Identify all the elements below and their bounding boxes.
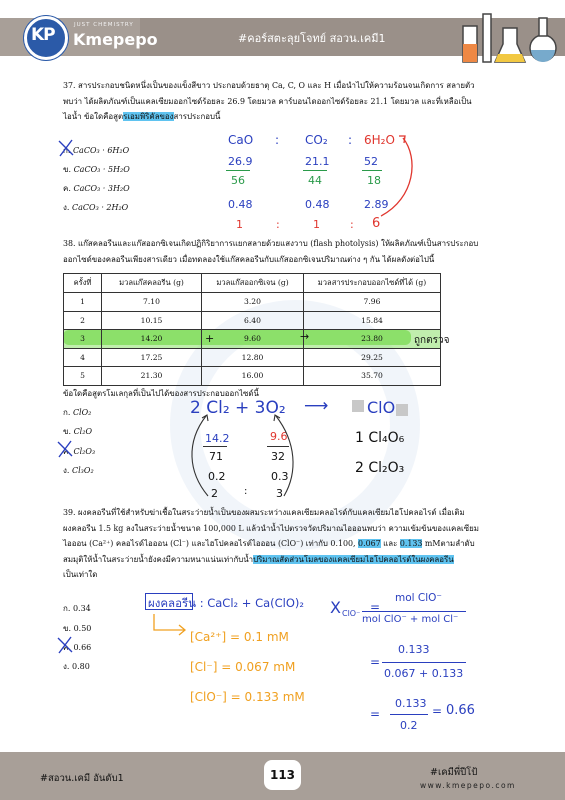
hw-mol: 2.89 bbox=[364, 198, 389, 211]
hw-ratio: : bbox=[276, 218, 280, 231]
hw-co2: CO₂ bbox=[305, 133, 328, 147]
fraction-line bbox=[390, 714, 428, 715]
hw-mixture: ผงคลอรีน : CaCl₂ + Ca(ClO)₂ bbox=[148, 596, 305, 610]
equals: = bbox=[370, 600, 381, 614]
hw-frac3-den: 0.2 bbox=[400, 719, 418, 732]
table-row: 4 17.25 12.80 29.25 bbox=[64, 348, 441, 367]
hw-x: X bbox=[330, 598, 341, 617]
hw-ratio: : bbox=[350, 218, 354, 231]
arrow-icon bbox=[180, 412, 300, 502]
q39-line3: ไอออน (Ca²⁺) คลอไรด์ไอออน (Cl⁻) และไฮโปคลอไรต์ไอออน (ClO⁻) เท่ากับ 0.100, 0.067 และ 0.133 mMตามลำดับ bbox=[63, 539, 475, 548]
q38-text bbox=[63, 236, 493, 267]
hw-frac2-den: 0.067 + 0.133 bbox=[384, 667, 464, 680]
hw-h2o: 6H₂O bbox=[364, 133, 395, 147]
answer-cross-mark bbox=[55, 439, 77, 459]
hw-o-ratio: 3 bbox=[276, 487, 283, 500]
hw-molar-mass: 56 bbox=[231, 174, 245, 187]
hw-cl-mm: 71 bbox=[209, 450, 223, 463]
q37-line1: 37. สารประกอบชนิดหนึ่งเป็นของแข็งสีขาว ประกอบด้วยธาตุ Ca, C, O และ H เมื่อนำไปให้ความร้อนจนเกิดการ สลายตัว bbox=[63, 81, 475, 90]
hw-product: ClO bbox=[367, 398, 396, 417]
table-header: มวลสารประกอบออกไซด์ที่ได้ (g) bbox=[304, 274, 441, 293]
q39-line5: เป็นเท่าใด bbox=[63, 570, 98, 579]
table-row: 5 21.30 16.00 35.70 bbox=[64, 367, 441, 386]
q37-choice-d[interactable]: ง. CaCO₃ · 2H₂O bbox=[63, 203, 129, 212]
hw-x-sub: ClO⁻ bbox=[342, 609, 361, 618]
q37-line3: ไอน้ำ ข้อใดคือสูตรเอมพิริคัลของสารประกอบนี้ bbox=[63, 112, 221, 121]
equals: = bbox=[370, 707, 381, 721]
footer-hashtag-right: #เคมีพี่ปีโป้ bbox=[430, 767, 478, 778]
q38-line2: ออกไซด์ของคลอรีนเพียงสารเดียว เมื่อทดลองใช้แก๊สคลอรีนกับแก๊สออกซิเจนปริมาณต่าง ๆ กัน ได้ผลดังต่อไปนี้ bbox=[63, 254, 435, 264]
hw-box bbox=[145, 593, 193, 610]
table-row: 2 10.15 6.40 15.84 bbox=[64, 311, 441, 330]
table-header-row bbox=[64, 274, 441, 293]
data-table bbox=[63, 273, 441, 386]
hw-cl-mass: 14.2 bbox=[205, 432, 230, 445]
hw-frac2-num: 0.133 bbox=[398, 643, 430, 656]
q37-choice-b[interactable]: ข. CaCO₃ · 5H₂O bbox=[63, 165, 130, 174]
brand-subtitle: JUST CHEMISTRY bbox=[74, 22, 134, 28]
table-row: 3 14.20 9.60 23.80 bbox=[64, 330, 441, 349]
q37-text bbox=[63, 78, 493, 125]
footer-hashtag: #สอวน.เคมี อันดับ1 bbox=[40, 773, 124, 784]
hw-frac1-num: mol ClO⁻ bbox=[395, 592, 442, 604]
q38-line1: 38. แก๊สคลอรีนและแก๊สออกซิเจนเกิดปฏิกิริยาการแยกสลายด้วยแสงวาบ (flash photolysis) ให้ผลิตภัณฑ์เป็นสารประกอบ bbox=[63, 239, 479, 248]
highlight: 0.133 bbox=[399, 539, 423, 548]
hw-frac1-den: mol ClO⁻ + mol Cl⁻ bbox=[362, 614, 459, 625]
plus-mark: + bbox=[205, 332, 215, 345]
table-header: มวลแก๊สคลอรีน (g) bbox=[102, 274, 202, 293]
hw-colon: : bbox=[275, 133, 280, 147]
hw-clo-conc: [ClO⁻] = 0.133 mM bbox=[190, 690, 305, 704]
q39-choice-a[interactable]: ก. 0.34 bbox=[63, 604, 91, 613]
hw-cao: CaO bbox=[228, 133, 254, 147]
fraction-line bbox=[382, 662, 466, 663]
fraction-line bbox=[303, 170, 327, 171]
hw-cl-mol: 0.2 bbox=[208, 470, 226, 483]
brand-name: Kmepepo bbox=[73, 30, 158, 49]
arrow-mark: ⟶ bbox=[304, 396, 329, 416]
q39-line2: ผงคลอรีน 1.5 kg ลงในสระว่ายน้ำขนาด 100,000 L แล้วนำน้ำไปตรวจวัดปริมาณไอออนพบว่า ความเข้มข้นของแคลเซียม bbox=[63, 523, 479, 533]
highlight: รเอมพิริคัลของ bbox=[123, 112, 174, 121]
placeholder-box bbox=[352, 400, 364, 412]
table-header: มวลแก๊สออกซิเจน (g) bbox=[202, 274, 304, 293]
q39-line1: 39. ผงคลอรีนที่ใช้สำหรับฆ่าเชื้อในสระว่ายน้ำเป็นของผสมระหว่างแคลเซียมคลอไรด์กับแคลเซียมไฮโปคลอไรต์ เมื่อเติม bbox=[63, 508, 465, 517]
hw-result: 0.66 bbox=[446, 703, 475, 718]
hw-cl-ratio: 2 bbox=[211, 487, 218, 500]
fraction-line bbox=[362, 611, 466, 612]
arrow-icon bbox=[375, 128, 425, 224]
table-row: 1 7.10 3.20 7.96 bbox=[64, 293, 441, 312]
footer-url[interactable]: www.kmepepo.com bbox=[420, 781, 516, 790]
hw-mol: 0.48 bbox=[305, 198, 330, 211]
page-header bbox=[0, 0, 565, 72]
q39-choice-b[interactable]: ข. 0.50 bbox=[63, 624, 92, 633]
hw-colon: : bbox=[244, 486, 248, 497]
course-title: #คอร์สตะลุยโจทย์ สอวน.เคมี1 bbox=[238, 32, 386, 45]
hw-ratio: 1 bbox=[313, 218, 320, 231]
hw-molar-mass: 44 bbox=[308, 174, 322, 187]
hw-pct: 21.1 bbox=[305, 155, 330, 168]
hw-mol: 0.48 bbox=[228, 198, 253, 211]
hw-answer1: 1 Cl₄O₆ bbox=[355, 430, 405, 446]
q39-line4: สมมุติให้น้ำในสระว่ายน้ำยังคงมีความหนาแน่นเท่ากับน้ำปริมาณสัดส่วนโมลของแคลเซียมไฮโปคลอไรต์ในผงคลอรีน bbox=[63, 554, 454, 564]
q39-text bbox=[63, 505, 503, 583]
arrow-icon bbox=[150, 612, 190, 640]
highlight: ปริมาณสัดส่วนโมลของแคลเซียมไฮโปคลอไรต์ในผงคลอรีน bbox=[253, 554, 454, 564]
q37-choice-a[interactable]: ก. CaCO₃ · 6H₂O bbox=[63, 146, 130, 155]
hw-pct: 26.9 bbox=[228, 155, 253, 168]
equals: = bbox=[432, 704, 443, 718]
hw-ratio: 1 bbox=[236, 218, 243, 231]
hw-o-mol: 0.3 bbox=[271, 470, 289, 483]
equals: = bbox=[370, 655, 381, 669]
hw-ca-conc: [Ca²⁺] = 0.1 mM bbox=[190, 630, 289, 644]
arrow-mark: → bbox=[300, 330, 310, 343]
hw-colon: : bbox=[348, 133, 353, 147]
hw-ratio: 6 bbox=[372, 216, 381, 231]
q38-question: ข้อใดคือสูตรโมเลกุลที่เป็นไปได้ของสารประกอบออกไซด์นี้ bbox=[63, 389, 259, 398]
answer-cross-mark bbox=[55, 635, 77, 655]
q39-choice-d[interactable]: ง. 0.80 bbox=[63, 662, 90, 671]
logo-mark: KP bbox=[31, 25, 55, 45]
lab-glassware-icon bbox=[455, 8, 565, 66]
q38-choice-a[interactable]: ก. ClO₂ bbox=[63, 408, 92, 417]
q37-line2: พบว่า ได้ผลิตภัณฑ์เป็นแคลเซียมออกไซด์ร้อยละ 26.9 โดยมวล คาร์บอนไดออกไซด์ร้อยละ 21.1 โดยมวล และที่เหลือเป็น bbox=[63, 96, 472, 106]
page-number: 113 bbox=[264, 760, 301, 790]
hw-molar-mass: 18 bbox=[367, 174, 381, 187]
hw-table-note: ถูกตรวจ bbox=[414, 335, 450, 346]
fraction-line bbox=[226, 170, 250, 171]
q39-choice-c[interactable]: ค. 0.66 bbox=[63, 643, 92, 652]
q37-choice-c[interactable]: ค. CaCO₃ · 3H₂O bbox=[63, 184, 130, 193]
placeholder-box bbox=[396, 404, 408, 416]
hw-o-mass: 9.6 bbox=[270, 430, 288, 443]
hw-answer2: 2 Cl₂O₃ bbox=[355, 460, 405, 476]
q38-choice-d[interactable]: ง. Cl₃O₂ bbox=[63, 466, 94, 475]
hw-equation: 2 Cl₂ + 3O₂ bbox=[190, 398, 286, 418]
hw-cl-conc: [Cl⁻] = 0.067 mM bbox=[190, 660, 296, 674]
answer-cross-mark bbox=[56, 138, 78, 158]
table-header: ครั้งที่ bbox=[64, 274, 102, 293]
hw-o-mm: 32 bbox=[271, 450, 285, 463]
q38-choice-b[interactable]: ข. Cl₂O bbox=[63, 427, 93, 436]
q38-choice-c[interactable]: ค. Cl₂O₃ bbox=[63, 447, 96, 456]
hw-pct: 52 bbox=[364, 155, 378, 168]
hw-frac3-num: 0.133 bbox=[395, 697, 427, 710]
highlight: 0.067 bbox=[358, 539, 381, 548]
